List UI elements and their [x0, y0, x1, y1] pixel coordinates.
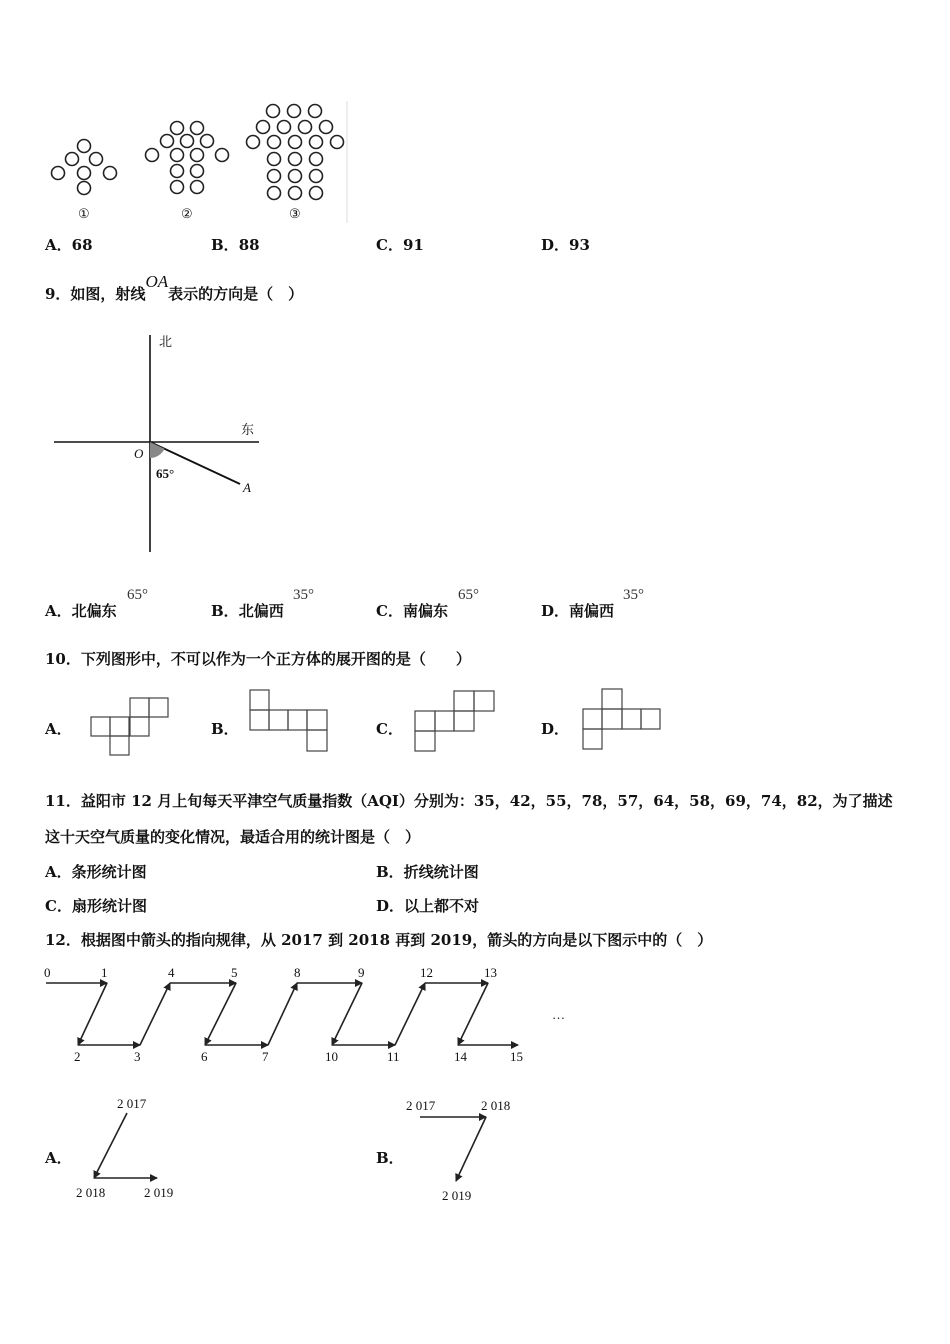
q9-stem-suffix: 表示的方向是（ ） — [168, 285, 304, 303]
q11-option-a-letter: A． — [45, 863, 72, 881]
q12-num-1: 1 — [101, 965, 108, 980]
q12-num-14: 14 — [454, 1049, 467, 1064]
q8-option-b-text: 88 — [238, 236, 260, 254]
q12-num-4: 4 — [168, 965, 175, 980]
q8-option-b-letter: B． — [211, 236, 239, 254]
q11-option-a-text: 条形统计图 — [71, 863, 147, 881]
q9-option-c-text: 南偏东 — [402, 602, 448, 620]
q11-option-d[interactable] — [376, 895, 479, 916]
q12-num-15: 15 — [510, 1049, 523, 1064]
q8-option-a[interactable] — [45, 234, 93, 255]
q8-option-c-text: 91 — [402, 236, 424, 254]
q12-num-0: 0 — [44, 965, 51, 980]
q8-figure-label-2: ② — [181, 206, 193, 221]
q11-option-c-letter: C． — [45, 897, 72, 915]
q9-angle-label: 65° — [156, 466, 175, 481]
q11-stem-line2: 这十天空气质量的变化情况，最适合用的统计图是（ ） — [45, 828, 421, 846]
q10-net-d[interactable] — [582, 688, 664, 752]
q12-num-12: 12 — [420, 965, 433, 980]
q8-option-d[interactable] — [541, 234, 590, 255]
q9-east-label: 东 — [241, 422, 255, 437]
q12-num-6: 6 — [201, 1049, 208, 1064]
q9-option-d-letter: D． — [541, 602, 570, 620]
q10-net-c[interactable] — [414, 690, 496, 754]
q12-num-5: 5 — [231, 965, 238, 980]
q9-origin-label: O — [134, 446, 144, 461]
q11-option-d-text: 以上都不对 — [404, 897, 480, 915]
q9-option-c-letter: C． — [376, 602, 403, 620]
q9-option-a-text: 北偏东 — [71, 602, 117, 620]
q12-num-10: 10 — [325, 1049, 338, 1064]
q9-direction-figure — [52, 330, 272, 555]
q8-option-c[interactable] — [376, 234, 424, 255]
q10-net-a[interactable] — [90, 697, 170, 757]
q9-ray-label: OA — [145, 272, 169, 291]
q9-stem — [45, 272, 304, 304]
q12-option-b-label-2019: 2 019 — [442, 1188, 472, 1203]
q12-num-11: 11 — [387, 1049, 400, 1064]
q12-arrow-pattern-figure — [44, 963, 584, 1063]
q10-net-b[interactable] — [249, 689, 331, 753]
q10-stem: 10．下列图形中，不可以作为一个正方体的展开图的是（ ） — [45, 650, 471, 668]
q12-option-b-label-2017: 2 017 — [406, 1098, 436, 1113]
q8-option-d-letter: D． — [541, 236, 570, 254]
q8-option-a-text: 68 — [71, 236, 93, 254]
q10-option-d-letter[interactable]: D． — [541, 720, 570, 738]
q11-option-a[interactable] — [45, 861, 147, 882]
q9-option-d[interactable] — [541, 587, 644, 621]
q8-option-c-letter: C． — [376, 236, 403, 254]
q11-stem-line1: 11．益阳市 12 月上旬每天平津空气质量指数（AQI）分别为：35，42，55，78，57，64，58，69，74，82，为了描述 — [45, 792, 893, 810]
q11-option-c-text: 扇形统计图 — [71, 897, 147, 915]
q8-figure-label-1: ① — [78, 206, 90, 221]
q9-option-d-text: 南偏西 — [569, 602, 615, 620]
q9-stem-prefix: 9．如图，射线 — [45, 285, 146, 303]
q12-option-b-label-2018: 2 018 — [481, 1098, 511, 1113]
q8-option-d-text: 93 — [569, 236, 590, 254]
q11-option-b-text: 折线统计图 — [403, 863, 479, 881]
q10-option-b-letter[interactable]: B． — [211, 720, 239, 738]
q8-dot-pattern-figure — [44, 101, 354, 223]
q12-num-3: 3 — [134, 1049, 141, 1064]
q9-option-a[interactable] — [45, 587, 148, 621]
q9-option-b-letter: B． — [211, 602, 239, 620]
q10-option-c-letter[interactable]: C． — [376, 720, 403, 738]
q9-option-a-angle: 65° — [127, 587, 148, 603]
q9-north-label: 北 — [159, 334, 173, 349]
q8-figure-label-3: ③ — [289, 206, 301, 221]
q10-option-a-letter[interactable]: A． — [45, 720, 72, 738]
q12-stem: 12．根据图中箭头的指向规律，从 2017 到 2018 再到 2019，箭头的方向是以下图示中的（ ） — [45, 931, 713, 949]
q12-num-7: 7 — [262, 1049, 269, 1064]
q8-option-b[interactable] — [211, 234, 260, 255]
q9-point-a-label: A — [243, 480, 251, 495]
q9-option-b-angle: 35° — [293, 587, 314, 603]
q9-option-c[interactable] — [376, 587, 479, 621]
q9-option-a-letter: A． — [45, 602, 72, 620]
q11-option-b[interactable] — [376, 861, 479, 882]
q9-option-b[interactable] — [211, 587, 314, 621]
q11-option-b-letter: B． — [376, 863, 404, 881]
q12-ellipsis: … — [552, 1007, 565, 1022]
q12-num-9: 9 — [358, 965, 365, 980]
q11-option-c[interactable] — [45, 895, 147, 916]
q8-option-a-letter: A． — [45, 236, 72, 254]
q11-option-d-letter: D． — [376, 897, 405, 915]
q12-option-a-figure[interactable] — [72, 1093, 202, 1203]
q9-option-b-text: 北偏西 — [238, 602, 284, 620]
q12-option-b-letter[interactable]: B． — [376, 1149, 404, 1167]
q9-option-c-angle: 65° — [458, 587, 479, 603]
q12-option-a-label-2019: 2 019 — [144, 1185, 174, 1200]
q9-option-d-angle: 35° — [623, 587, 644, 603]
q12-option-a-letter[interactable]: A． — [45, 1149, 72, 1167]
q12-num-8: 8 — [294, 965, 301, 980]
q12-num-2: 2 — [74, 1049, 81, 1064]
q12-option-a-label-2017: 2 017 — [117, 1096, 147, 1111]
q12-option-b-figure[interactable] — [404, 1095, 544, 1205]
q12-option-a-label-2018: 2 018 — [76, 1185, 106, 1200]
q12-num-13: 13 — [484, 965, 497, 980]
